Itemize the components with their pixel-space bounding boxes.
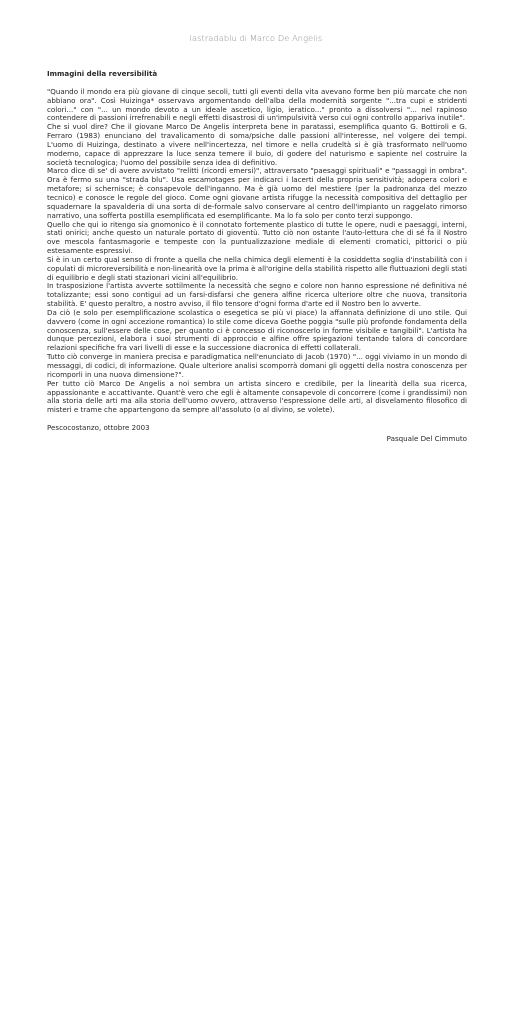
paragraph: "Quando il mondo era più giovane di cinque secoli, tutti gli eventi della vita avevano forme ben più marcate che non abbiano ora". Così Huizinga* osservava argomentando dell'alba della modernità sorgente "...tra cupi e stridenti colori..." con "... un mondo devoto a un ideale ascetico, ligio, ieratico..." pronto a dissolversi "... nel rapinoso contendere di passioni irrefrenabili e negli effetti disastrosi di un'impulsività verso cui ogni controllo appariva inutile". [47,86,467,123]
paragraph: Da ciò (e solo per esemplificazione scolastica o esegetica se più vi piace) la affannata definizione di uno stile. Qui davvero (come in ogni accezione romantica) lo stile come diceva Goethe poggia "sulle più profonde fondamenta della conoscenza, sull'essere delle cose, per quanto ci è concesso di riconoscerlo in forme visibile e tangibili". L'artista ha dunque percezioni, elabora i suoi strumenti di approccio e alfine offre spiegazioni tentando talora di concordare relazioni specifiche fra vari livelli di esse e la successione diacronica di effetti collaterali. [47,307,467,353]
paragraph: Per tutto ciò Marco De Angelis a noi sembra un artista sincero e credibile, per la linearità della sua ricerca, appassionante e accattivante. Quant'è vero che egli è altamente consapevole di concorrere (come i grandissimi) non alla storia delle arti ma alla storia dell'uomo ovvero, attraverso l'espressione delle arti, al disvelamento filosofico di misteri e trame che appartengono da sempre all'assoluto (o al divino, se volete). [47,378,467,415]
place-date: Pescocostanzo, ottobre 2003 [47,423,150,433]
paragraph: In trasposizione l'artista avverte sottilmente la necessità che segno e colore non hanno espressione né definitiva né totalizzante; essi sono contigui ad un farsi-disfarsi che genera alfine ricerca ulteriore oltre che nuova, transitoria stabilità. E' questo peraltro, a nostro avviso, il filo tensore d'ogni forma d'arte ed il Nostro ben lo avverte. [47,281,467,309]
paragraph: Marco dice di se' di avere avvistato "relitti (ricordi emersi)", attraversato "paesaggi spirituali" e "passaggi in ombra". Ora è fermo su una "strada blu". Usa escamotages per indicarci i lacerti della propria sensitività; adopera colori e metafore; si schernisce; è consapevole dell'inganno. Ma è già uomo del mestiere (per la padronanza del mezzo tecnico) e conosce le regole del gioco. Come ogni giovane artista rifugge la necessità compositiva del dettaglio per squadernare la spavalderia di una sorta di de-formale salvo conservare al centro dell'impianto un raggelato rimorso narrativo, una sofferta postilla esemplificata ed esemplificante. Ma lo fa solo per conto terzi suppongo. [47,166,467,220]
paragraph: Quello che qui io ritengo sia gnomonico è il connotato fortemente plastico di tutte le opere, nudi e paesaggi, interni, stati onirici; anche questo un naturale portato di gioventù. Tutto ciò non ostante l'auto-lettura che di sé fa il Nostro ove mescola fantasmagorie e tempeste con la puntualizzazione mediale di elementi cromatici, pittorici o più estesamente espressivi. [47,219,467,256]
paragraph: Che si vuol dire? Che il giovane Marco De Angelis interpreta bene in paratassi, esemplifica quanto G. Bottiroli e G. Ferraro (1983) enunciano del travalicamento di soma/psiche dalle passioni all'interesse, nel volgere dei tempi. L'uomo di Huizinga, destinato a vivere nell'incertezza, nel timore e nella crudeltà si è già trasformato nell'uomo moderno, capace di apprezzare la luce senza temere il buio, di godere del naturismo e sapiente nel costruire la società tecnologica; l'uomo del possibile senza idea di definitivo. [47,122,467,167]
paragraph: Si è in un certo qual senso di fronte a quella che nella chimica degli elementi è la cosiddetta soglia d'instabilità con i copulati di microreversibilità e non-linearità ove la prima è all'origine della stabilità rispetto alle fluttuazioni degli stati di equilibrio e degli stati stazionari vicini all'equilibrio. [47,254,467,282]
page-header: lastradablu di Marco De Angelis [189,33,323,43]
article-body [47,88,467,415]
author-signature: Pasquale Del Cimmuto [386,433,467,443]
article [47,70,467,444]
section-title: Immagini della reversibilità [47,69,158,78]
paragraph: Tutto ciò converge in maniera precisa e paradigmatica nell'enunciato di Jacob (1970) "... oggi viviamo in un mondo di messaggi, di codici, di informazione. Quale ulteriore analisi scomporrà domani gli oggetti della nostra conoscenza per ricomporli in una nuova dimensione?". [47,352,467,379]
